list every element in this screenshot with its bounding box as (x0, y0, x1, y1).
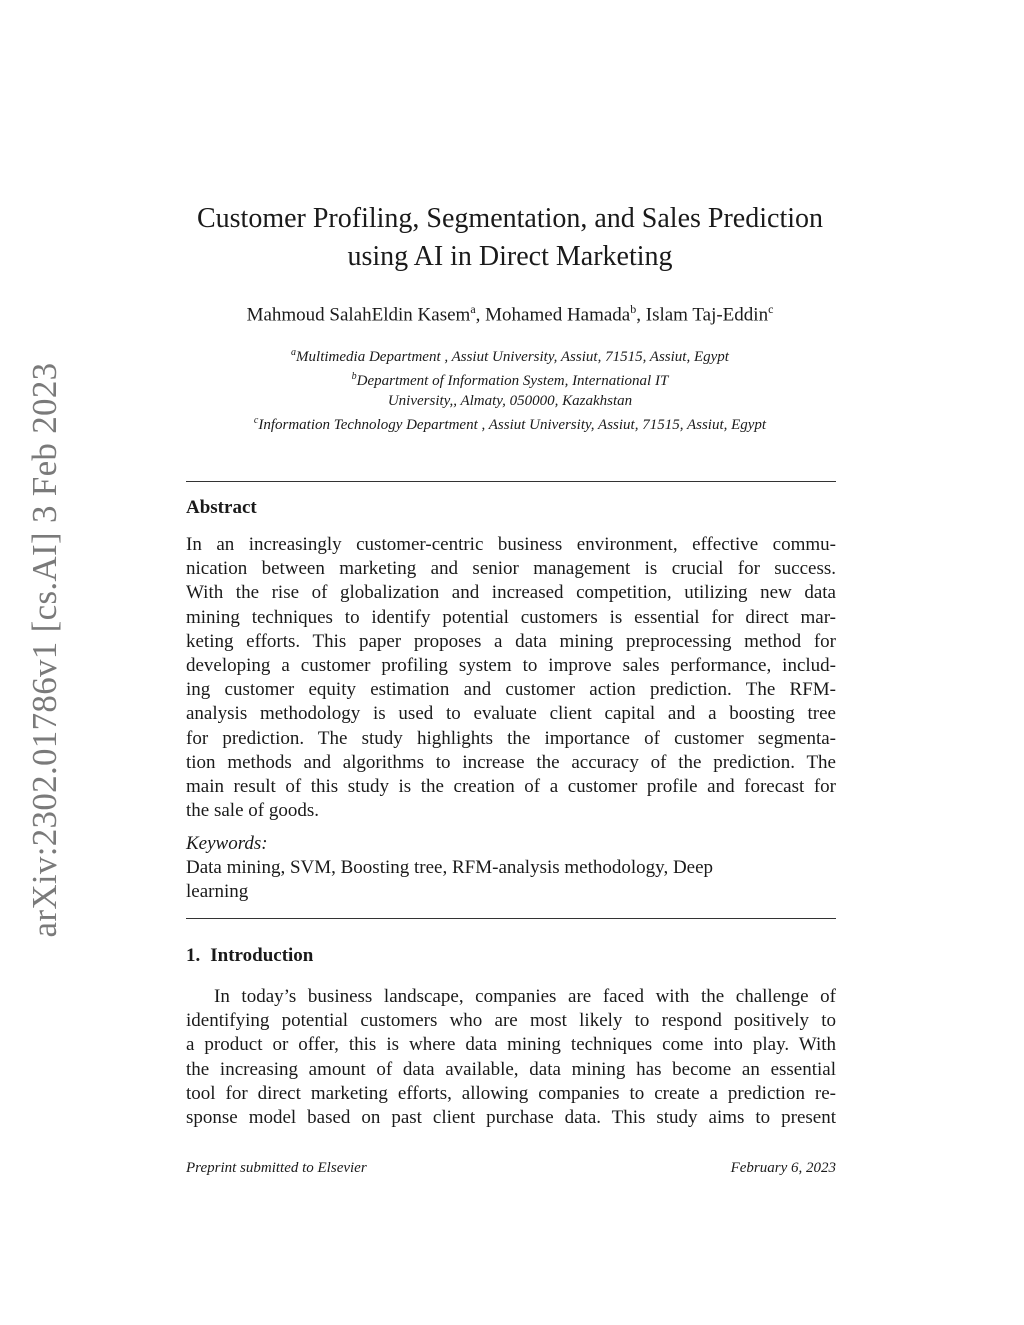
introduction-line: sponse model based on past client purchase data. This study aims to present (186, 1107, 836, 1129)
affiliation-list (150, 343, 870, 435)
introduction-line: the increasing amount of data available, data mining has become an essential (186, 1058, 836, 1080)
abstract-line: ing customer equity estimation and customer action prediction. The RFM- (186, 679, 836, 701)
keywords-body (186, 856, 836, 904)
affiliation-text: Multimedia Department , Assiut University, Assiut, 71515, Assiut, Egypt (296, 349, 729, 365)
title-line: using AI in Direct Marketing (347, 241, 673, 272)
abstract-line: With the rise of globalization and increased competition, utilizing new data (186, 582, 836, 604)
author-affiliation-mark: b (630, 302, 637, 316)
author-separator: , (475, 304, 486, 326)
keywords-label: Keywords: (186, 833, 268, 854)
paper-title (150, 200, 870, 276)
affiliation-line (150, 367, 870, 391)
abstract-line: developing a customer profiling system to improve sales performance, includ- (186, 655, 836, 677)
section-title: Introduction (210, 945, 314, 966)
abstract-line: for prediction. The study highlights the importance of customer segmenta- (186, 727, 836, 749)
author-name: Islam Taj-Eddin (645, 304, 769, 326)
abstract-line: tion methods and algorithms to increase the accuracy of the prediction. The (186, 751, 836, 773)
introduction-line: In today’s business landscape, companies are faced with the challenge of (214, 986, 836, 1007)
introduction-line: a product or offer, this is where data mining techniques come into play. With (186, 1034, 836, 1056)
affiliation-line (150, 343, 870, 367)
affiliation-text: Department of Information System, International IT (356, 373, 669, 389)
footer-date: February 6, 2023 (730, 1160, 836, 1176)
author-affiliation-mark: a (470, 302, 476, 316)
affiliation-line (150, 411, 870, 435)
affiliation-line: University,, Almaty, 050000, Kazakhstan (387, 393, 633, 409)
introduction-heading (186, 945, 313, 967)
author-name: Mahmoud SalahEldin Kasem (246, 304, 471, 326)
title-line: Customer Profiling, Segmentation, and Sales Prediction (196, 203, 824, 234)
affiliation-mark: b (351, 371, 357, 382)
author-separator: , (636, 304, 646, 326)
abstract-body (186, 533, 836, 823)
abstract-line: keting efforts. This paper proposes a data mining preprocessing method for (186, 630, 836, 652)
abstract-line: main result of this study is the creation of a customer profile and forecast for (186, 776, 836, 798)
abstract-top-rule (186, 481, 836, 482)
section-number: 1. (186, 945, 201, 966)
abstract-line: mining techniques to identify potential customers is essential for direct mar- (186, 606, 836, 628)
abstract-line: nication between marketing and senior management is crucial for success. (186, 558, 836, 580)
abstract-heading: Abstract (186, 497, 257, 518)
introduction-body (186, 985, 836, 1130)
author-affiliation-mark: c (768, 302, 774, 316)
affiliation-mark: c (253, 415, 259, 426)
arxiv-identifier-stamp: arXiv:2302.01786v1 [cs.AI] 3 Feb 2023 (25, 362, 64, 938)
author-name: Mohamed Hamada (485, 304, 631, 326)
abstract-bottom-rule (186, 918, 836, 919)
abstract-line: the sale of goods. (186, 800, 319, 822)
author-list (150, 302, 870, 326)
affiliation-mark: a (291, 347, 297, 358)
abstract-line: In an increasingly customer-centric business environment, effective commu- (186, 534, 836, 555)
keywords-line: learning (186, 881, 249, 903)
footer-preprint-note: Preprint submitted to Elsevier (186, 1160, 367, 1176)
abstract-line: analysis methodology is used to evaluate client capital and a boosting tree (186, 703, 836, 725)
affiliation-text: Information Technology Department , Assiut University, Assiut, 71515, Assiut, Egypt (258, 417, 767, 433)
introduction-line: identifying potential customers who are most likely to respond positively to (186, 1010, 836, 1032)
keywords-line: Data mining, SVM, Boosting tree, RFM-analysis methodology, Deep (186, 857, 714, 878)
introduction-line: tool for direct marketing efforts, allowing companies to create a prediction re- (186, 1082, 836, 1104)
